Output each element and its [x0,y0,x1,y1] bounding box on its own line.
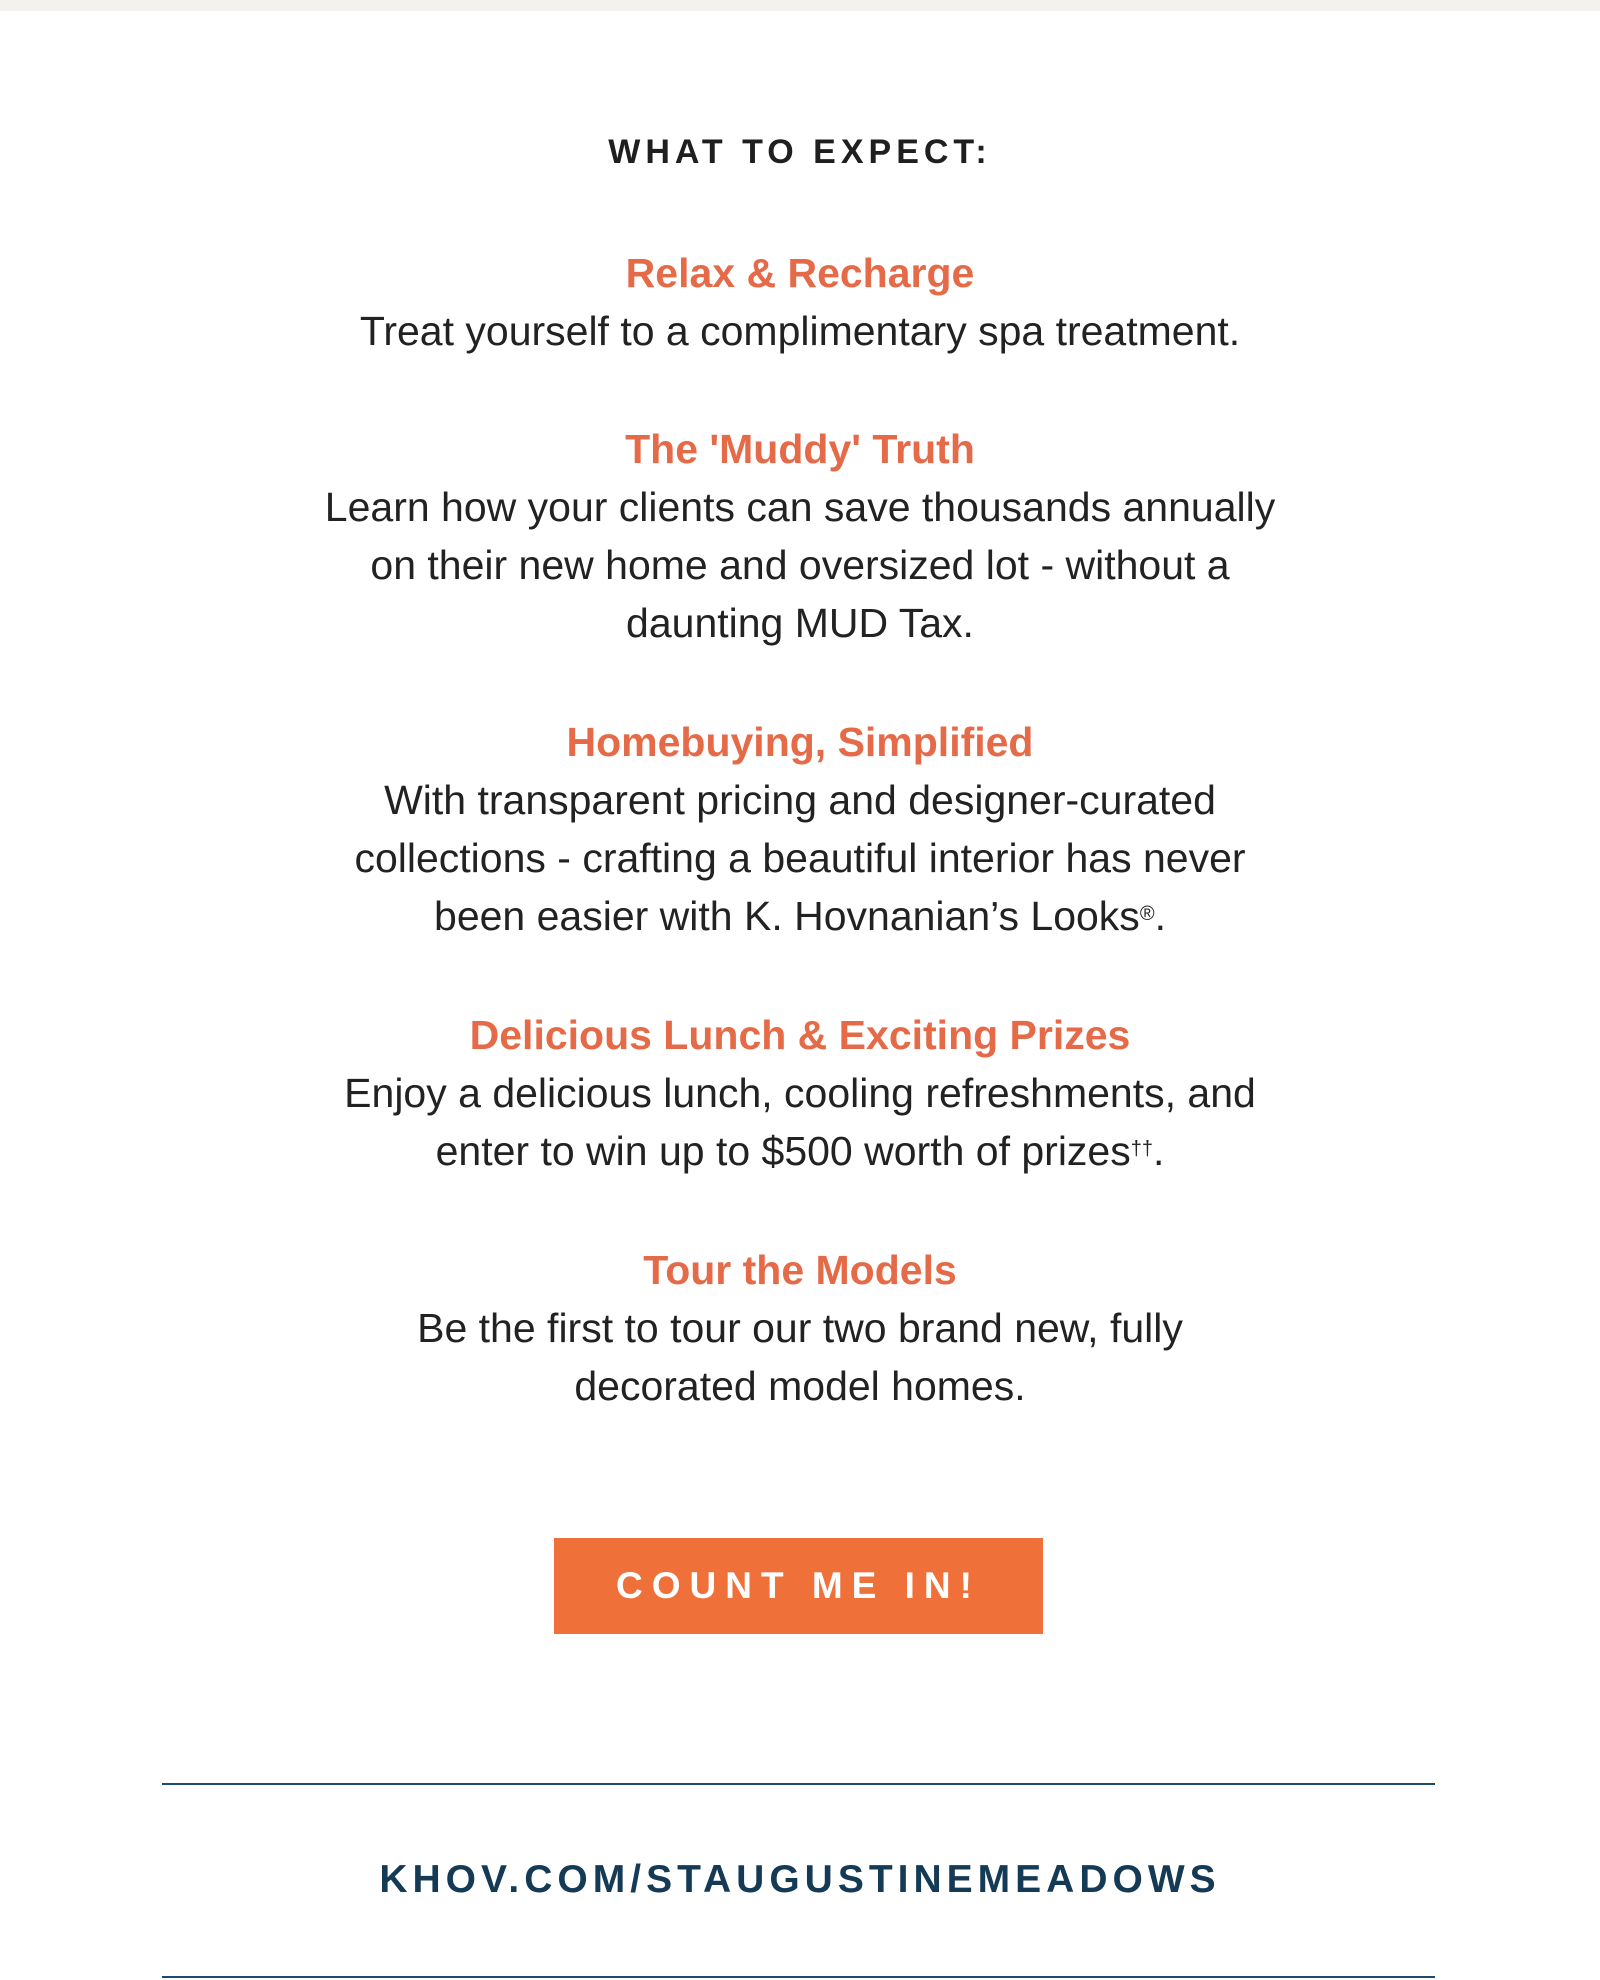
section-title: The 'Muddy' Truth [625,426,975,472]
registered-mark: ® [1139,903,1155,925]
section-title: Delicious Lunch & Exciting Prizes [469,1012,1131,1058]
divider-bottom [162,1976,1435,1978]
section-body [0,302,1600,360]
body-line-text: been easier with K. Hovnanian’s Looks [434,893,1140,939]
body-line: daunting MUD Tax. [626,600,974,646]
section-heading: WHAT TO EXPECT: [608,133,992,171]
line-end: . [1152,1128,1165,1174]
section-body [0,771,1600,945]
body-line: Treat yourself to a complimentary spa treatment. [359,308,1241,354]
body-line-with-mark [0,887,1600,945]
section-body [0,478,1600,652]
body-line: Enjoy a delicious lunch, cooling refreshments, and [344,1070,1256,1116]
section-tour-models [0,1241,1600,1415]
body-line: on their new home and oversized lot - without a [370,542,1230,588]
body-line-with-mark [0,1122,1600,1180]
section-body [0,1064,1600,1180]
footnote-mark: †† [1130,1138,1153,1160]
section-body [0,1299,1600,1415]
body-line: With transparent pricing and designer-curated [384,777,1216,823]
section-homebuying [0,713,1600,945]
section-title: Tour the Models [643,1247,957,1293]
section-title: Relax & Recharge [625,250,975,296]
website-link[interactable]: KHOV.COM/STAUGUSTINEMEADOWS [379,1858,1221,1901]
section-relax [0,244,1600,360]
count-me-in-button[interactable]: COUNT ME IN! [554,1538,1043,1634]
section-lunch-prizes [0,1006,1600,1180]
body-line: decorated model homes. [574,1363,1026,1409]
section-title: Homebuying, Simplified [566,719,1034,765]
divider-top [162,1783,1435,1785]
body-line-text: enter to win up to $500 worth of prizes [435,1128,1131,1174]
section-muddy-truth [0,420,1600,652]
body-line: Learn how your clients can save thousands annually [324,484,1276,530]
body-line: Be the first to tour our two brand new, fully [417,1305,1183,1351]
body-line: collections - crafting a beautiful interior has never [354,835,1246,881]
line-end: . [1154,893,1166,939]
